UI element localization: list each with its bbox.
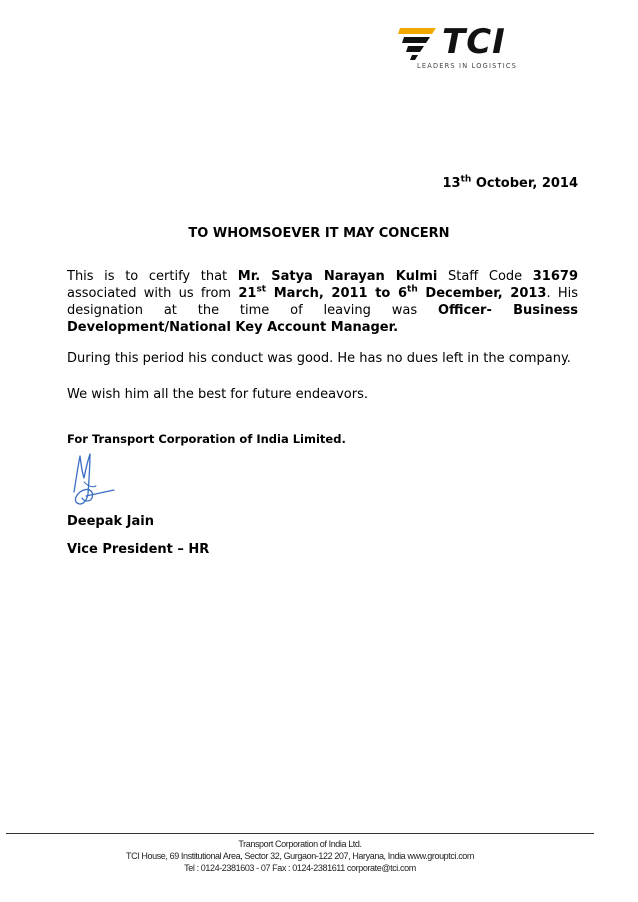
footer-address-line: TCI House, 69 Institutional Area, Sector 32, Gurgaon-122 207, Haryana, India www.grouptci.com (125, 851, 474, 861)
logo-wordmark: TCI (442, 22, 506, 62)
letter-date: 13th October, 2014 (442, 174, 578, 191)
certification-paragraph: This is to certify that Mr. Satya Narayan Kulmi Staff Code 31679 associated with us from 21st March, 2011 to 6th December, 2013. His designation at the time of leaving was Officer- Business Development/National Key Account Manager. (67, 269, 578, 335)
footer-address (0, 838, 600, 874)
staff-code: 31679 (532, 269, 578, 284)
tenure-dates: 21st March, 2011 to 6th December, 2013 (238, 284, 547, 301)
footer-company: Transport Corporation of India Ltd. (238, 839, 362, 849)
footer-divider (6, 833, 594, 834)
signer-name: Deepak Jain (67, 514, 154, 529)
signature-icon (64, 452, 124, 514)
wishes-paragraph: We wish him all the best for future endeavors. (67, 387, 368, 402)
employee-name: Mr. Satya Narayan Kulmi (237, 269, 438, 284)
designation: Officer- Business Development/National Key Account Manager. (67, 303, 578, 335)
footer-contact: Tel : 0124-2381603 - 07 Fax : 0124-2381611 corporate@tci.com (184, 863, 416, 873)
conduct-paragraph: During this period his conduct was good. He has no dues left in the company. (67, 351, 571, 366)
tci-logo (398, 22, 538, 74)
letter-heading: TO WHOMSOEVER IT MAY CONCERN (188, 226, 450, 241)
signer-title: Vice President – HR (67, 542, 210, 557)
company-signoff: For Transport Corporation of India Limited. (67, 432, 346, 446)
logo-wing-icon (398, 22, 442, 62)
logo-tagline: LEADERS IN LOGISTICS (417, 62, 518, 70)
